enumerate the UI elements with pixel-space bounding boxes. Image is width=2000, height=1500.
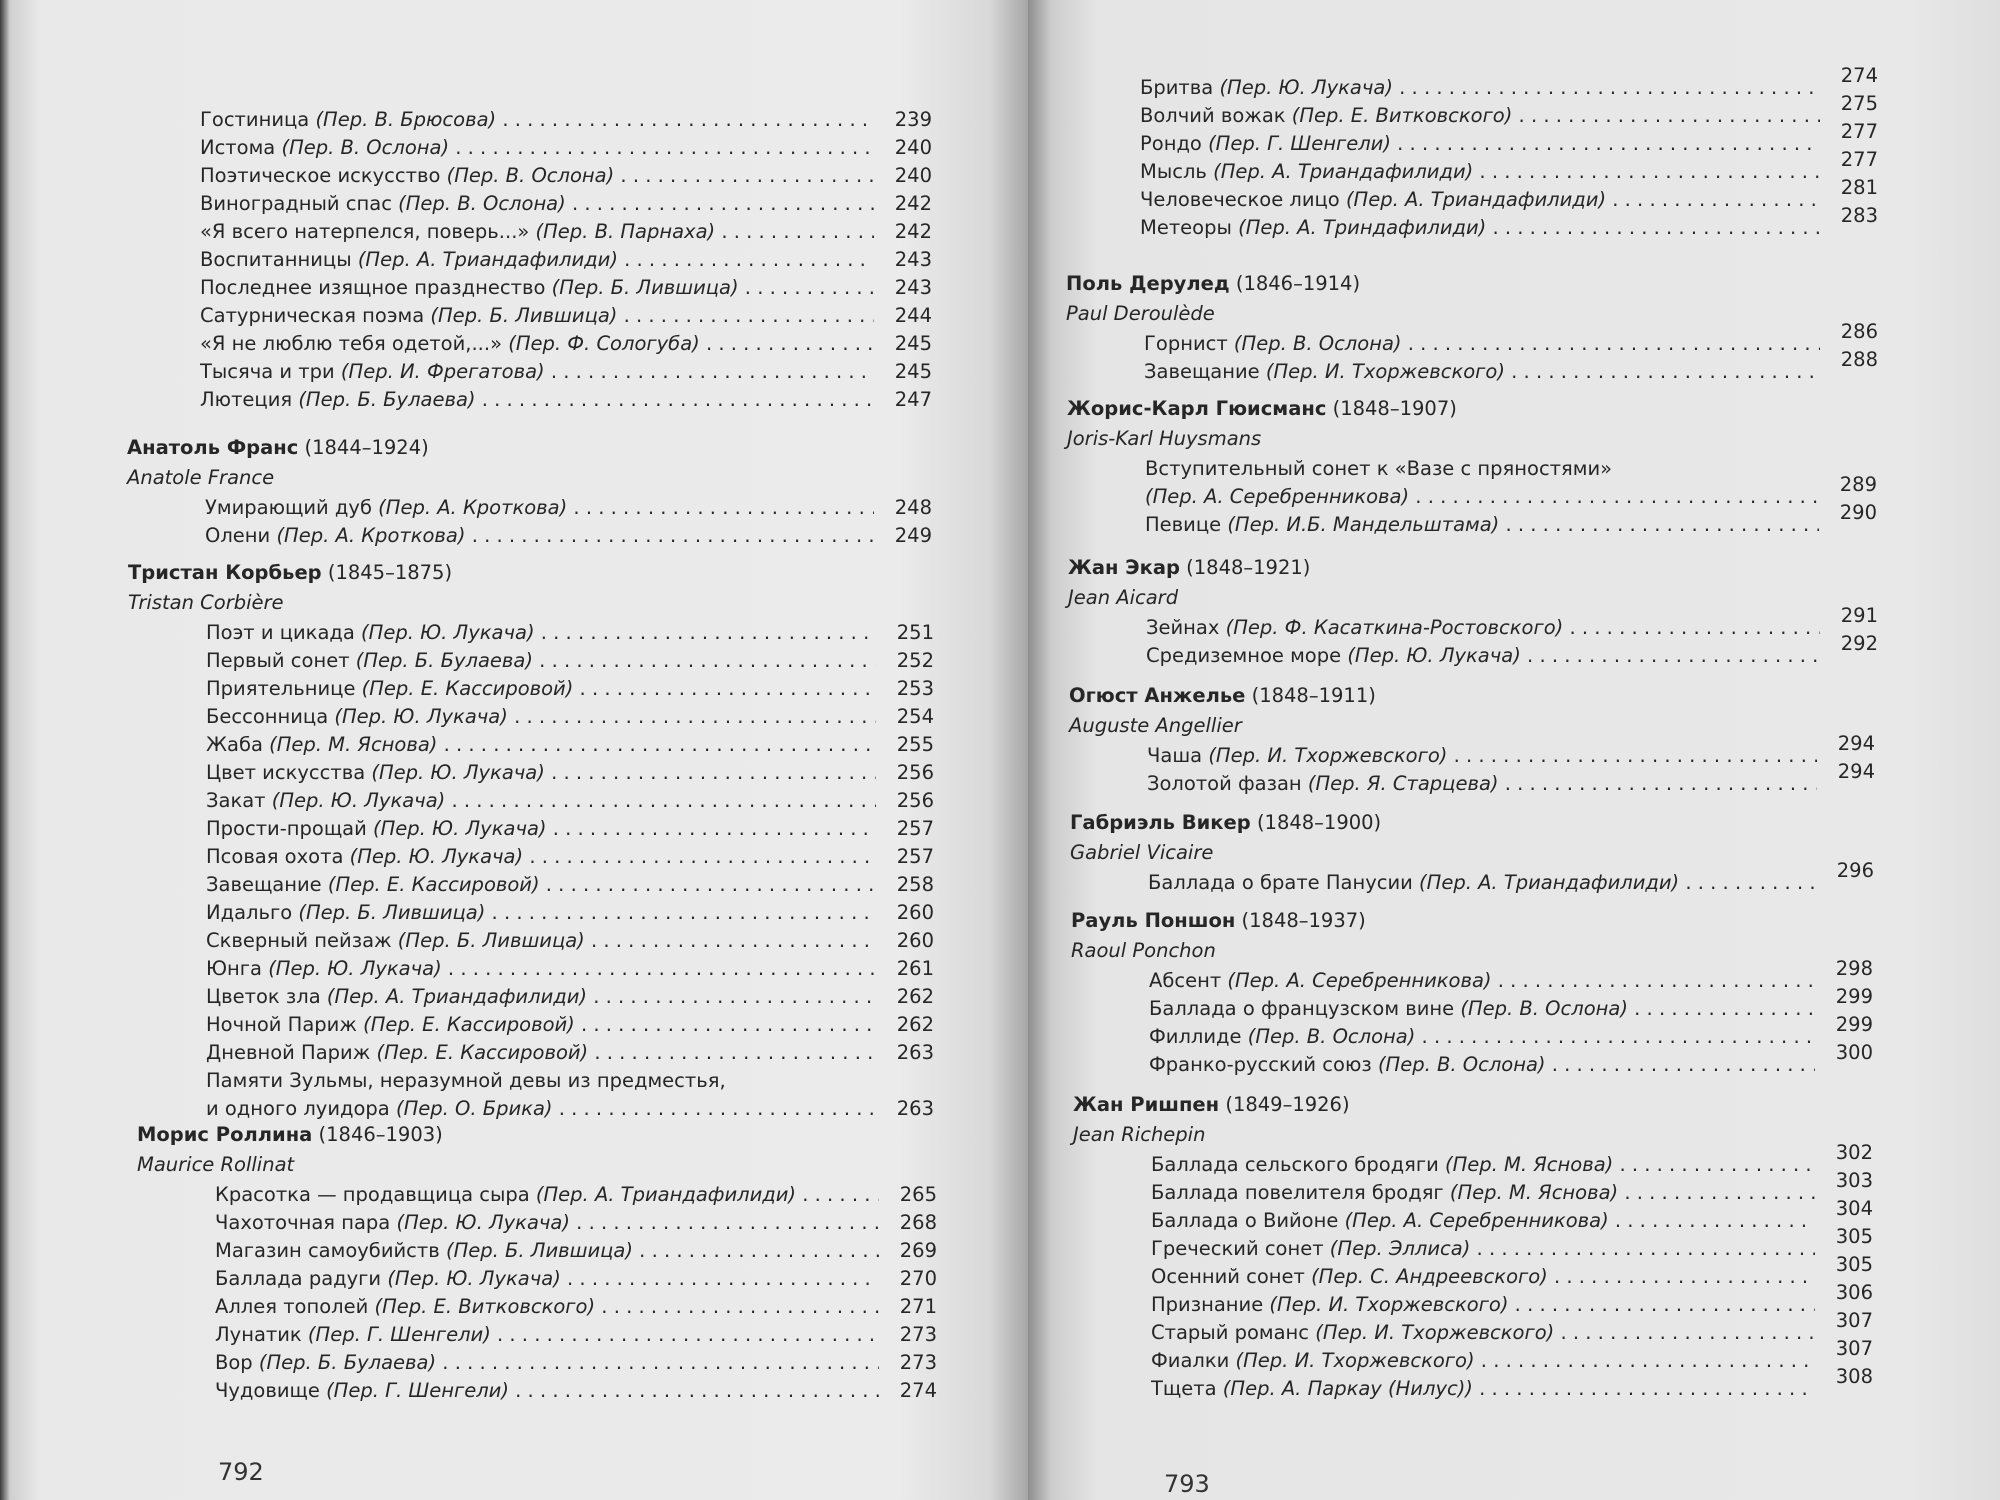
toc-entry: Бритва (Пер. Ю. Лукача) . . . 274 [1140, 74, 1878, 102]
toc-entry: Вор (Пер. Б. Булаева) . . . 273 [215, 1349, 937, 1377]
toc-entry: Средиземное море (Пер. Ю. Лукача) . . . 292 [1146, 642, 1878, 670]
toc-entry: Виноградный спас (Пер. В. Ослона) . . . 242 [200, 190, 932, 218]
toc-entry: Чахоточная пара (Пер. Ю. Лукача) . . . 268 [215, 1209, 937, 1237]
toc-entry: Сатурническая поэма (Пер. Б. Лившица) . . . 244 [200, 302, 932, 330]
toc-entry: Вступительный сонет к «Вазе с пряностями» [1145, 457, 1613, 480]
author-original-name: Tristan Corbière [128, 591, 284, 614]
toc-entry: Последнее изящное празднество (Пер. Б. Лившица) . . . 243 [200, 274, 932, 302]
toc-entry: Баллада о Вийоне (Пер. А. Серебренникова) . . . 304 [1151, 1207, 1873, 1235]
toc-entry: Франко-русский союз (Пер. В. Ослона) . . . 300 [1149, 1051, 1873, 1079]
author-section [1073, 1089, 1873, 1403]
toc-entry: Мысль (Пер. А. Триандафилиди) . . . 277 [1140, 158, 1878, 186]
toc-entry: Признание (Пер. И. Тхоржевского) . . . 306 [1151, 1291, 1873, 1319]
toc-entry: Горнист (Пер. В. Ослона) . . . 286 [1144, 330, 1878, 358]
toc-entry: и одного луидора (Пер. О. Брика) . . . 263 [206, 1095, 934, 1123]
toc-entry: Чаша (Пер. И. Тхоржевского) . . . 294 [1147, 742, 1875, 770]
toc-entry: Чудовище (Пер. Г. Шенгели) . . . 274 [215, 1377, 937, 1405]
toc-block [1140, 64, 1878, 242]
author-original-name: Joris-Karl Huysmans [1067, 427, 1262, 450]
toc-entry: Скверный пейзаж (Пер. Б. Лившица) . . . 260 [206, 927, 934, 955]
toc-entry: Баллада о брате Панусии (Пер. А. Триандафилиди) . . . 296 [1148, 869, 1874, 897]
toc-entry: Тысяча и три (Пер. И. Фрегатова) . . . 245 [200, 358, 932, 386]
author-original-name: Paul Deroulède [1066, 302, 1215, 325]
toc-entry: Баллада радуги (Пер. Ю. Лукача) . . . 270 [215, 1265, 937, 1293]
author-heading: Поль Дерулед (1846–1914) [1066, 272, 1361, 295]
toc-entry: Ночной Париж (Пер. Е. Кассировой) . . . 262 [206, 1011, 934, 1039]
author-section [1067, 393, 1877, 539]
toc-entry: Баллада о французском вине (Пер. В. Ослона) . . . 299 [1149, 995, 1873, 1023]
toc-entry: Прости-прощай (Пер. Ю. Лукача) . . . 257 [206, 815, 934, 843]
author-heading: Анатоль Франс (1844–1924) [127, 436, 429, 459]
author-original-name: Auguste Angellier [1069, 714, 1242, 737]
toc-entry: Метеоры (Пер. А. Триндафилиди) . . . 283 [1140, 214, 1878, 242]
toc-entry: Тщета (Пер. А. Паркау (Нилус)) . . . 308 [1151, 1375, 1873, 1403]
toc-entry: Абсент (Пер. А. Серебренникова) . . . 298 [1149, 967, 1873, 995]
toc-entry: Старый романс (Пер. И. Тхоржевского) . . . 307 [1151, 1319, 1873, 1347]
toc-entry: (Пер. А. Серебренникова) . . . 289 [1145, 483, 1877, 511]
author-section [137, 1119, 937, 1405]
author-original-name: Jean Richepin [1073, 1123, 1206, 1146]
toc-entry: «Я не люблю тебя одетой,...» (Пер. Ф. Сологуба) . . . 245 [200, 330, 932, 358]
toc-entry: Магазин самоубийств (Пер. Б. Лившица) . . . 269 [215, 1237, 937, 1265]
toc-entry: Певице (Пер. И.Б. Мандельштама) . . . 290 [1145, 511, 1877, 539]
toc-entry: Приятельнице (Пер. Е. Кассировой) . . . 253 [206, 675, 934, 703]
author-section [1070, 807, 1874, 897]
toc-entry: Аллея тополей (Пер. Е. Витковского) . . . 271 [215, 1293, 937, 1321]
toc-entry: Волчий вожак (Пер. Е. Витковского) . . . 275 [1140, 102, 1878, 130]
toc-entry: Истома (Пер. В. Ослона) . . . 240 [200, 134, 932, 162]
toc-entry: Поэтическое искусство (Пер. В. Ослона) . . . 240 [200, 162, 932, 190]
toc-entry: Олени (Пер. А. Кроткова) . . . 249 [205, 522, 932, 550]
toc-entry: Жаба (Пер. М. Яснова) . . . 255 [206, 731, 934, 759]
author-section [128, 557, 934, 1123]
toc-entry: Первый сонет (Пер. Б. Булаева) . . . 252 [206, 647, 934, 675]
right-page [1028, 0, 2000, 1500]
toc-entry: Золотой фазан (Пер. Я. Старцева) . . . 294 [1147, 770, 1875, 798]
author-heading: Жан Экар (1848–1921) [1068, 556, 1311, 579]
toc-entry: Лютеция (Пер. Б. Булаева) . . . 247 [200, 386, 932, 414]
author-original-name: Anatole France [127, 466, 275, 489]
author-heading: Морис Роллина (1846–1903) [137, 1123, 443, 1146]
toc-entry: Закат (Пер. Ю. Лукача) . . . 256 [206, 787, 934, 815]
author-original-name: Maurice Rollinat [137, 1153, 295, 1176]
author-section [127, 432, 932, 550]
toc-entry: Завещание (Пер. Е. Кассировой) . . . 258 [206, 871, 934, 899]
page-number: 792 [218, 1458, 264, 1486]
toc-entry: Памяти Зульмы, неразумной девы из предместья, [206, 1069, 726, 1092]
author-heading: Жан Ришпен (1849–1926) [1073, 1093, 1350, 1116]
author-section [1069, 680, 1875, 798]
toc-entry: Цвет искусства (Пер. Ю. Лукача) . . . 256 [206, 759, 934, 787]
toc-entry: Бессонница (Пер. Ю. Лукача) . . . 254 [206, 703, 934, 731]
toc-entry: Псовая охота (Пер. Ю. Лукача) . . . 257 [206, 843, 934, 871]
toc-entry: Филлиде (Пер. В. Ослона) . . . 299 [1149, 1023, 1873, 1051]
toc-entry: Баллада сельского бродяги (Пер. М. Яснова) . . . 302 [1151, 1151, 1873, 1179]
toc-entry: Завещание (Пер. И. Тхоржевского) . . . 288 [1144, 358, 1878, 386]
author-heading: Рауль Поншон (1848–1937) [1071, 909, 1366, 932]
toc-entry: Дневной Париж (Пер. Е. Кассировой) . . . 263 [206, 1039, 934, 1067]
author-original-name: Gabriel Vicaire [1070, 841, 1214, 864]
toc-entry: Поэт и цикада (Пер. Ю. Лукача) . . . 251 [206, 619, 934, 647]
author-section [1071, 905, 1873, 1079]
toc-entry: Юнга (Пер. Ю. Лукача) . . . 261 [206, 955, 934, 983]
author-heading: Огюст Анжелье (1848–1911) [1069, 684, 1376, 707]
toc-entry: Воспитанницы (Пер. А. Триандафилиди) . . . 243 [200, 246, 932, 274]
author-section [1066, 268, 1878, 386]
toc-entry: Идальго (Пер. Б. Лившица) . . . 260 [206, 899, 934, 927]
toc-block [200, 106, 932, 414]
author-heading: Тристан Корбьер (1845–1875) [128, 561, 453, 584]
page-number: 793 [1164, 1470, 1210, 1498]
author-original-name: Raoul Ponchon [1071, 939, 1216, 962]
toc-entry: Умирающий дуб (Пер. А. Кроткова) . . . 248 [205, 494, 932, 522]
toc-entry: Баллада повелителя бродяг (Пер. М. Яснова) . . . 303 [1151, 1179, 1873, 1207]
toc-entry: Гостиница (Пер. В. Брюсова) . . . 239 [200, 106, 932, 134]
author-section [1068, 552, 1878, 670]
toc-entry: Зейнах (Пер. Ф. Касаткина-Ростовского) . . . 291 [1146, 614, 1878, 642]
toc-entry: Цветок зла (Пер. А. Триандафилиди) . . . 262 [206, 983, 934, 1011]
toc-entry: Лунатик (Пер. Г. Шенгели) . . . 273 [215, 1321, 937, 1349]
toc-entry: Осенний сонет (Пер. С. Андреевского) . . . 305 [1151, 1263, 1873, 1291]
toc-entry: Греческий сонет (Пер. Эллиса) . . . 305 [1151, 1235, 1873, 1263]
author-heading: Жорис-Карл Гюисманс (1848–1907) [1067, 397, 1457, 420]
author-heading: Габриэль Викер (1848–1900) [1070, 811, 1382, 834]
toc-entry: Человеческое лицо (Пер. А. Триандафилиди) . . . 281 [1140, 186, 1878, 214]
author-original-name: Jean Aicard [1068, 586, 1179, 609]
toc-entry: Красотка — продавщица сыра (Пер. А. Триандафилиди) . . . 265 [215, 1181, 937, 1209]
toc-entry: Рондо (Пер. Г. Шенгели) . . . 277 [1140, 130, 1878, 158]
toc-entry: «Я всего натерпелся, поверь...» (Пер. В. Парнаха) . . . 242 [200, 218, 932, 246]
toc-entry: Фиалки (Пер. И. Тхоржевского) . . . 307 [1151, 1347, 1873, 1375]
